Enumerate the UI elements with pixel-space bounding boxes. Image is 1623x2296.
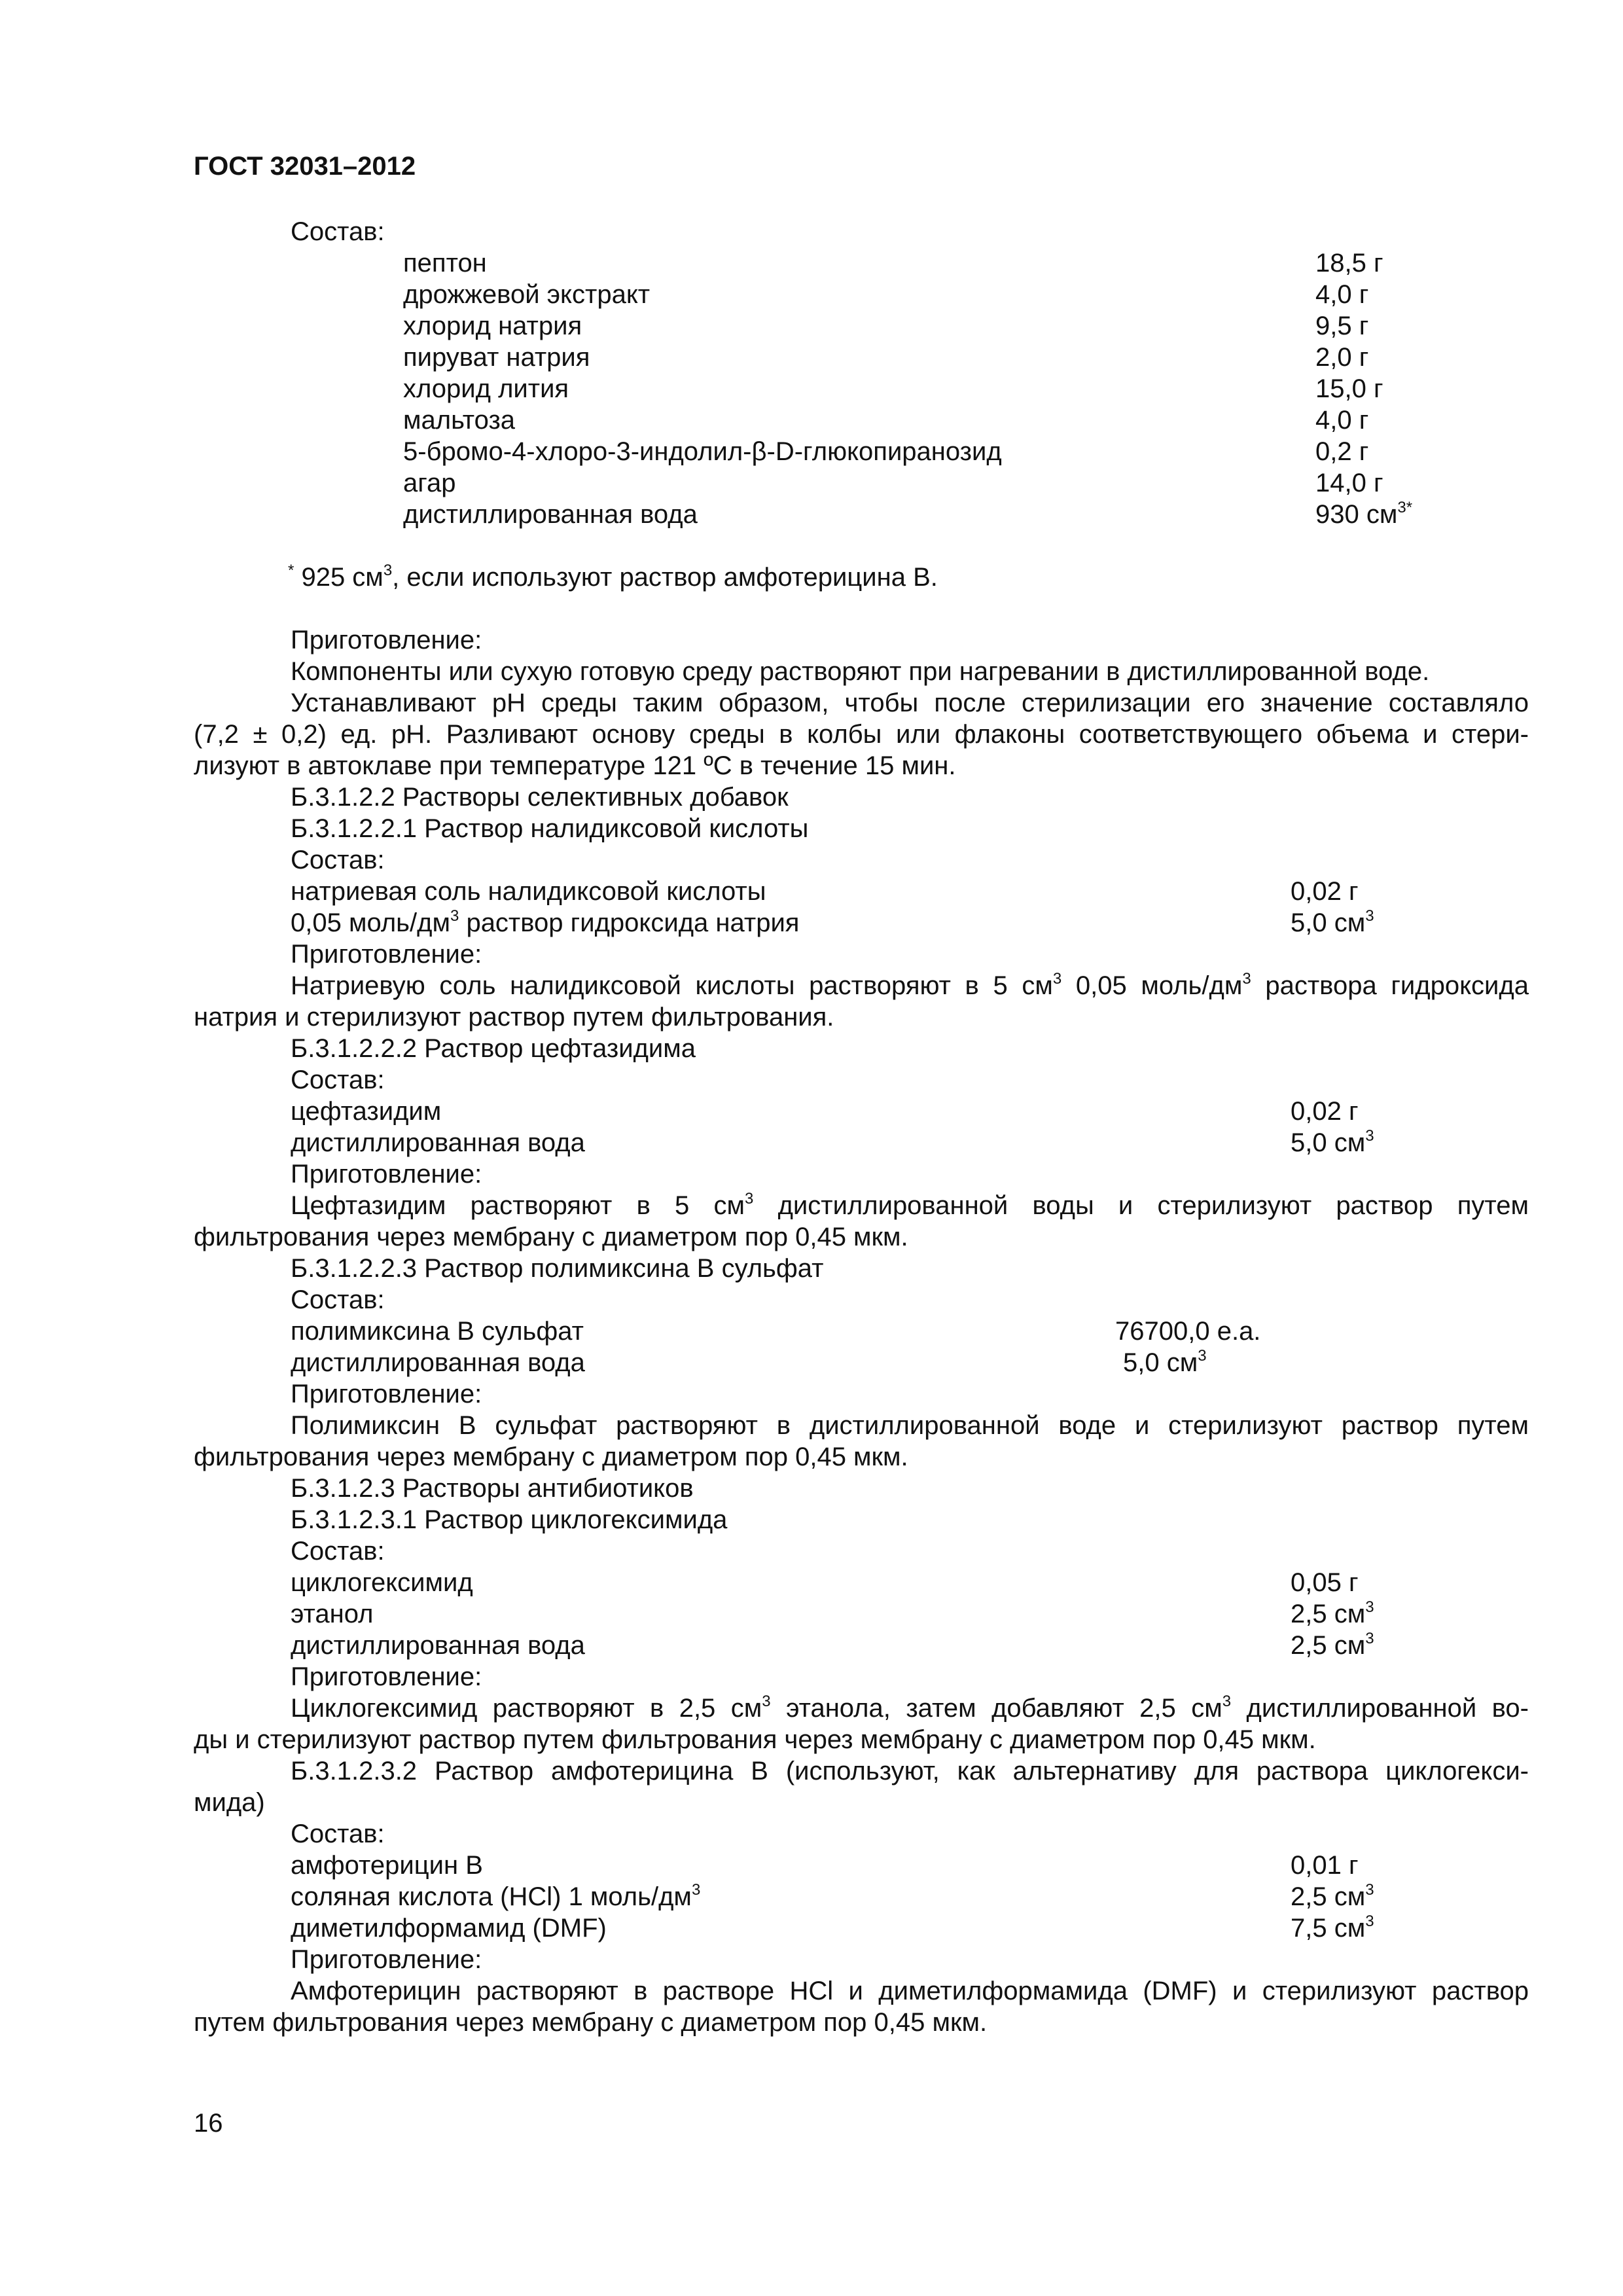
ingredient-amount: 0,02 г bbox=[1291, 877, 1359, 906]
ingredient-amount: 930 $см^{3*}$ bbox=[1315, 499, 1413, 529]
ingredient-name: диметилформамид (DMF) bbox=[291, 1914, 607, 1943]
section-heading: Б.3.1.2.3 Растворы антибиотиков bbox=[291, 1474, 694, 1503]
ingredient-amount: 2,5 $см^3$ bbox=[1291, 1630, 1374, 1660]
prep-label: Приготовление: bbox=[291, 1662, 482, 1691]
composition-label: Состав: bbox=[291, 1537, 385, 1566]
ingredient-name: хлорид лития bbox=[403, 374, 569, 403]
text-line: фильтрования через мембрану с диаметром пор 0,45 мкм. bbox=[194, 1443, 908, 1471]
ingredient-name: этанол bbox=[291, 1600, 374, 1628]
text-line: путем фильтрования через мембрану с диаметром пор 0,45 мкм. bbox=[194, 2008, 988, 2037]
ingredient-amount: 2,5 $см^3$ bbox=[1291, 1598, 1374, 1628]
ingredient-amount: 76700,0 е.а. bbox=[1115, 1317, 1261, 1346]
prep-paragraph bbox=[194, 1693, 1529, 1755]
ingredient-name: циклогексимид bbox=[291, 1568, 473, 1597]
ingredient-name: дистиллированная вода bbox=[291, 1631, 585, 1660]
prep-label: Приготовление: bbox=[291, 940, 482, 969]
composition-label: Состав: bbox=[291, 1820, 385, 1848]
subsection-heading: Б.3.1.2.3.1 Раствор циклогексимида bbox=[291, 1505, 728, 1534]
ingredient-name: 0,05 моль/$дм^3$ раствор гидроксида натрия bbox=[291, 907, 800, 937]
ingredient-amount: 7,5 $см^3$ bbox=[1291, 1912, 1374, 1943]
ingredient-name: натриевая соль налидиксовой кислоты bbox=[291, 877, 766, 906]
page-number: 16 bbox=[194, 2109, 223, 2138]
section-heading: Б.3.1.2.2 Растворы селективных добавок bbox=[291, 783, 789, 812]
ingredient-amount: 4,0 г bbox=[1315, 406, 1369, 435]
prep-paragraph bbox=[194, 1410, 1529, 1473]
ingredient-amount: 5,0 $см^3$ bbox=[1291, 1127, 1374, 1157]
text-line: Цефтазидим растворяют в 5 $см^3$ дистиллированной воды и стерилизуют раствор путем bbox=[291, 1190, 1529, 1220]
text-line: Б.3.1.2.3.2 Раствор амфотерицина В (используют, как альтернативу для раствора циклогекси- bbox=[291, 1757, 1529, 1785]
composition-label: Состав: bbox=[291, 217, 385, 246]
text-line: Полимиксин В сульфат растворяют в дистиллированной воде и стерилизуют раствор путем bbox=[291, 1411, 1529, 1440]
ingredient-name: 5-бромо-4-хлоро-3-индолил-β-D-глюкопиранозид bbox=[403, 437, 1002, 466]
ingredient-name: соляная кислота (HCl) 1 моль/$дм^3$ bbox=[291, 1881, 701, 1911]
ingredient-amount: 18,5 г bbox=[1315, 249, 1383, 278]
ingredient-amount: 0,01 г bbox=[1291, 1851, 1359, 1880]
ingredient-name: дистиллированная вода bbox=[291, 1128, 585, 1157]
ingredient-name: полимиксина В сульфат bbox=[291, 1317, 584, 1346]
ingredient-name: амфотерицин В bbox=[291, 1851, 483, 1880]
ingredient-amount: 0,02 г bbox=[1291, 1097, 1359, 1126]
prep-label: Приготовление: bbox=[291, 1945, 482, 1974]
text-line: Устанавливают рН среды таким образом, чтобы после стерилизации его значение составляло bbox=[291, 689, 1529, 717]
text-line: Циклогексимид растворяют в 2,5 $см^3$ этанола, затем добавляют 2,5 $см^3$ дистиллированной во- bbox=[291, 1693, 1529, 1723]
text-line: натрия и стерилизуют раствор путем фильтрования. bbox=[194, 1003, 834, 1031]
prep-paragraph bbox=[194, 1190, 1529, 1253]
text-line: лизуют в автоклаве при температуре 121 ºС в течение 15 мин. bbox=[194, 751, 956, 780]
text-line: фильтрования через мембрану с диаметром пор 0,45 мкм. bbox=[194, 1223, 908, 1251]
ingredient-amount: 4,0 г bbox=[1315, 280, 1369, 309]
standard-header: ГОСТ 32031–2012 bbox=[194, 152, 416, 181]
footnote: * 925 $см^3$, если используют раствор амфотерицина В. bbox=[288, 562, 938, 592]
composition-label: Состав: bbox=[291, 846, 385, 874]
prep-paragraph bbox=[194, 970, 1529, 1033]
ingredient-name: пируват натрия bbox=[403, 343, 590, 372]
prep-label: Приготовление: bbox=[291, 626, 482, 655]
ingredient-amount: 9,5 г bbox=[1315, 312, 1369, 340]
prep-label: Приготовление: bbox=[291, 1380, 482, 1408]
ingredient-name: хлорид натрия bbox=[403, 312, 582, 340]
text-line: ды и стерилизуют раствор путем фильтрования через мембрану с диаметром пор 0,45 мкм. bbox=[194, 1725, 1316, 1754]
prep-paragraph bbox=[194, 1975, 1529, 2038]
subsection-heading bbox=[194, 1755, 1529, 1818]
ingredient-amount: 15,0 г bbox=[1315, 374, 1383, 403]
ingredient-name: цефтазидим bbox=[291, 1097, 442, 1126]
text-line: Амфотерицин растворяют в растворе HCl и диметилформамида (DMF) и стерилизуют раствор bbox=[291, 1977, 1529, 2005]
text-line: мида) bbox=[194, 1788, 265, 1817]
prep-paragraph bbox=[194, 687, 1529, 781]
ingredient-amount: 5,0 $см^3$ bbox=[1291, 907, 1374, 937]
text-line: Натриевую соль налидиксовой кислоты растворяют в 5 $см^3$ 0,05 моль/$дм^3$ раствора гидроксида bbox=[291, 970, 1529, 1000]
prep-text: Компоненты или сухую готовую среду растворяют при нагревании в дистиллированной воде. bbox=[291, 657, 1430, 686]
text-line: (7,2 ± 0,2) ед. рН. Разливают основу среды в колбы или флаконы соответствующего объема и стери- bbox=[194, 720, 1529, 749]
composition-label: Состав: bbox=[291, 1285, 385, 1314]
ingredient-name: дистиллированная вода bbox=[403, 500, 698, 529]
ingredient-name: агар bbox=[403, 469, 456, 497]
ingredient-name: пептон bbox=[403, 249, 487, 278]
ingredient-name: дрожжевой экстракт bbox=[403, 280, 651, 309]
subsection-heading: Б.3.1.2.2.2 Раствор цефтазидима bbox=[291, 1034, 696, 1063]
ingredient-amount: 0,05 г bbox=[1291, 1568, 1359, 1597]
ingredient-amount: 2,0 г bbox=[1315, 343, 1369, 372]
prep-label: Приготовление: bbox=[291, 1160, 482, 1189]
subsection-heading: Б.3.1.2.2.1 Раствор налидиксовой кислоты bbox=[291, 814, 809, 843]
composition-label: Состав: bbox=[291, 1066, 385, 1094]
ingredient-amount: 2,5 $см^3$ bbox=[1291, 1881, 1374, 1911]
ingredient-name: мальтоза bbox=[403, 406, 516, 435]
subsection-heading: Б.3.1.2.2.3 Раствор полимиксина В сульфат bbox=[291, 1254, 824, 1283]
ingredient-amount: 0,2 г bbox=[1315, 437, 1369, 466]
ingredient-name: дистиллированная вода bbox=[291, 1348, 585, 1377]
ingredient-amount: 5,0 $см^3$ bbox=[1123, 1347, 1207, 1377]
ingredient-amount: 14,0 г bbox=[1315, 469, 1383, 497]
